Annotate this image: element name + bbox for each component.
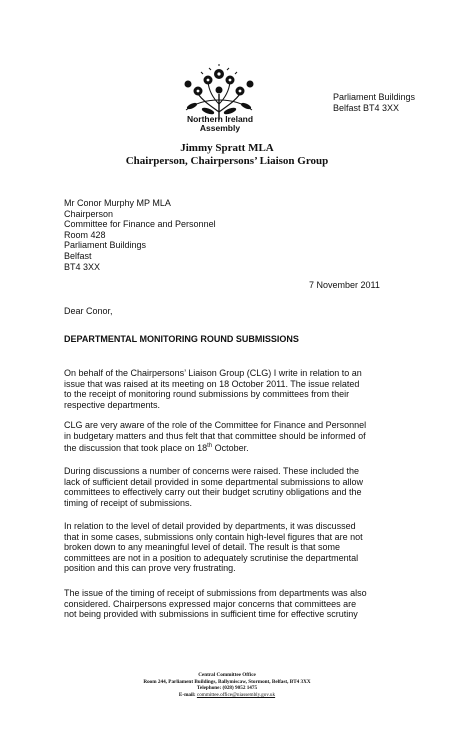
footer-email-label: E-mail: [178, 691, 197, 698]
paragraph-line: considered. Chairpersons expressed major concerns that committees are [64, 598, 357, 609]
letter-footer [0, 672, 454, 698]
paragraph-5 [64, 588, 398, 620]
paragraph-4 [64, 521, 398, 574]
paragraph-line: On behalf of the Chairpersons’ Liaison Group (CLG) I write in relation to an [64, 368, 362, 378]
footer-office: Central Committee Office [198, 672, 256, 678]
paragraph-line: respective departments. [64, 399, 161, 410]
paragraph-line: to the receipt of monitoring round submissions by committees from their [64, 389, 350, 400]
paragraph-1 [64, 368, 398, 410]
paragraph-line: lack of sufficient detail provided in some departmental submissions to allow [64, 476, 363, 487]
recipient-line: Belfast [64, 250, 92, 261]
salutation: Dear Conor, [64, 306, 113, 316]
letter-subject: DEPARTMENTAL MONITORING ROUND SUBMISSIONS [64, 334, 299, 344]
footer-address: Room 244, Parliament Buildings, Ballymiscaw, Stormont, Belfast, BT4 3XX [143, 678, 311, 685]
paragraph-line: The issue of the timing of receipt of submissions from departments was also [64, 588, 367, 598]
sender-title: Chairperson, Chairpersons’ Liaison Group [125, 155, 329, 167]
sender-address-line2: Belfast BT4 3XX [333, 102, 400, 113]
recipient-line: Parliament Buildings [64, 240, 147, 251]
paragraph-line: broken down to any meaningful level of detail. The result is that some [64, 542, 340, 553]
recipient-address [64, 198, 216, 272]
footer-email-link[interactable]: committee.office@niassembly.gov.uk [196, 691, 276, 698]
logo-text-line1: Northern Ireland [186, 114, 254, 124]
recipient-line: Mr Conor Murphy MP MLA [64, 198, 171, 208]
paragraph-text: October. [212, 443, 249, 454]
paragraph-text: the discussion that took place on 18 [64, 443, 208, 454]
ordinal-suffix: th [207, 443, 213, 450]
logo-text-line2: Assembly [199, 123, 241, 133]
paragraph-line: CLG are very aware of the role of the Committee for Finance and Personnel [64, 420, 367, 430]
sender-name: Jimmy Spratt MLA [180, 142, 274, 154]
paragraph-line: not being provided with submissions in sufficient time for effective scrutiny [64, 609, 358, 620]
recipient-line: Committee for Finance and Personnel [64, 219, 216, 230]
assembly-logo-text [160, 115, 280, 133]
recipient-line: Room 428 [64, 229, 106, 240]
footer-email-row [0, 692, 454, 699]
paragraph-2 [64, 420, 398, 454]
paragraph-line: committees are not in a position to adequately scrutinise the departmental [64, 552, 359, 563]
paragraph-line: position and this can prove very frustrating. [64, 563, 236, 574]
paragraph-line: committees to effectively carry out their budget scrutiny obligations and the [64, 487, 362, 498]
paragraph-line: timing of receipt of submissions. [64, 497, 193, 508]
paragraph-line: that in some cases, submissions only contain high-level figures that are not [64, 531, 363, 542]
paragraph-line [64, 441, 398, 454]
sender-address [333, 92, 415, 113]
paragraph-line: in budgetary matters and thus felt that that committee should be informed of [64, 430, 366, 441]
recipient-line: BT4 3XX [64, 261, 101, 272]
recipient-line: Chairperson [64, 208, 114, 219]
sender-address-line1: Parliament Buildings [333, 92, 416, 102]
paragraph-line: During discussions a number of concerns were raised. These included the [64, 466, 359, 476]
paragraph-line: issue that was raised at its meeting on 18 October 2011. The issue related [64, 378, 360, 389]
footer-telephone: Telephone: (028) 9052 1475 [196, 685, 258, 692]
paragraph-line: In relation to the level of detail provided by departments, it was discussed [64, 521, 356, 531]
letter-date: 7 November 2011 [309, 280, 380, 290]
paragraph-3 [64, 466, 398, 508]
